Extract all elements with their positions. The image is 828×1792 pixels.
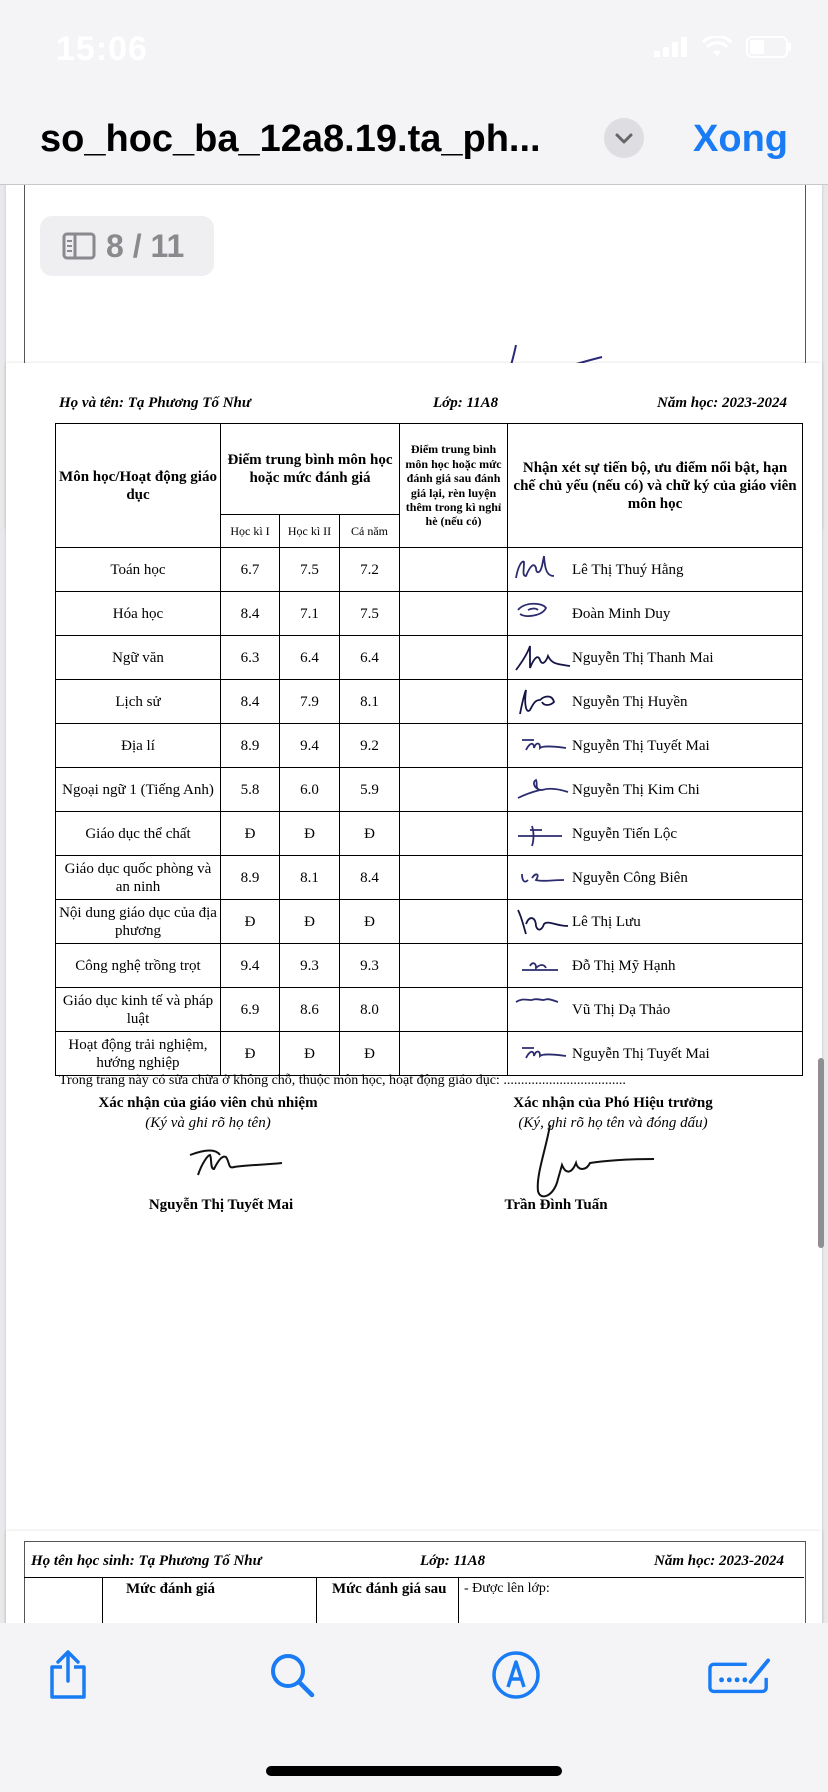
teacher-cell: [508, 548, 803, 592]
col-comment-header: Nhận xét sự tiến bộ, ưu điểm nổi bật, hạn chế chủ yếu (nếu có) và chữ ký của giáo viên môn học: [508, 424, 803, 548]
sem1-cell: 6.3: [221, 636, 280, 680]
page-indicator-label: 8 / 11: [106, 227, 185, 264]
share-button[interactable]: [36, 1643, 100, 1707]
table-row: [56, 812, 803, 856]
next-page-class: Lớp: 11A8: [420, 1553, 486, 1569]
teacher-cell: [508, 768, 803, 812]
subject-cell: Giáo dục thể chất: [56, 812, 221, 856]
retest-cell: [400, 768, 508, 812]
retest-cell: [400, 812, 508, 856]
chevron-down-icon: [614, 131, 634, 145]
next-page-col1: Mức đánh giá: [126, 1581, 216, 1597]
retest-cell: [400, 944, 508, 988]
year-cell: 8.4: [340, 856, 400, 900]
teacher-name: Nguyễn Thị Thanh Mai: [572, 649, 714, 666]
teacher-signature-image: [512, 728, 572, 764]
next-page-col-line: [458, 1577, 459, 1623]
next-page-col-line: [102, 1577, 103, 1623]
next-page-col-line: [316, 1577, 317, 1623]
class-label: Lớp: 11A8: [433, 395, 499, 411]
teacher-signature-image: [512, 1036, 572, 1072]
teacher-name: Đỗ Thị Mỹ Hạnh: [572, 957, 676, 974]
sem2-cell: 8.1: [280, 856, 340, 900]
sem1-cell: Đ: [221, 900, 280, 944]
document-title: so_hoc_ba_12a8.19.ta_ph...: [40, 118, 541, 160]
sem2-cell: 6.4: [280, 636, 340, 680]
retest-cell: [400, 724, 508, 768]
teacher-name: Lê Thị Thuý Hằng: [572, 561, 684, 578]
year-cell: Đ: [340, 900, 400, 944]
subject-cell: Giáo dục quốc phòng và an ninh: [56, 856, 221, 900]
table-row: [56, 592, 803, 636]
status-time: 15:06: [56, 30, 148, 68]
year-cell: 8.0: [340, 988, 400, 1032]
table-row: [56, 900, 803, 944]
table-row: [56, 724, 803, 768]
teacher-cell: [508, 944, 803, 988]
homeroom-confirm-sub: (Ký và ghi rõ họ tên): [145, 1115, 271, 1131]
teacher-signature-image: [512, 992, 572, 1028]
next-page-rule: [24, 1577, 804, 1578]
col-retest-header: Điểm trung bình môn học hoặc mức đánh giá sau đánh giá lại, rèn luyện thêm trong kì nghỉ hè (nếu có): [400, 424, 508, 548]
table-row: [56, 636, 803, 680]
subject-cell: Công nghệ trồng trọt: [56, 944, 221, 988]
battery-icon: [746, 36, 792, 58]
year-cell: 5.9: [340, 768, 400, 812]
retest-cell: [400, 680, 508, 724]
teacher-name: Đoàn Minh Duy: [572, 605, 671, 622]
home-indicator: [266, 1766, 562, 1776]
teacher-cell: [508, 636, 803, 680]
grades-table: [55, 423, 803, 1076]
subject-cell: Nội dung giáo dục của địa phương: [56, 900, 221, 944]
next-page-col2: Mức đánh giá sau: [332, 1581, 447, 1597]
signature-icon: [708, 1654, 772, 1696]
col-sem1-header: Học kì I: [221, 515, 280, 548]
teacher-cell: [508, 900, 803, 944]
sem1-cell: 6.7: [221, 548, 280, 592]
markup-button[interactable]: [484, 1643, 548, 1707]
teacher-cell: [508, 724, 803, 768]
teacher-name: Nguyễn Công Biên: [572, 869, 688, 886]
teacher-name: Vũ Thị Dạ Thảo: [572, 1001, 671, 1018]
scrollbar[interactable]: [818, 1058, 824, 1248]
subject-cell: Giáo dục kinh tế và pháp luật: [56, 988, 221, 1032]
subject-cell: Ngữ văn: [56, 636, 221, 680]
subject-cell: Địa lí: [56, 724, 221, 768]
teacher-cell: [508, 988, 803, 1032]
subject-cell: Hoạt động trải nghiệm, hướng nghiệp: [56, 1032, 221, 1076]
homeroom-teacher-name: Nguyễn Thị Tuyết Mai: [148, 1197, 294, 1213]
retest-cell: [400, 548, 508, 592]
subject-cell: Hóa học: [56, 592, 221, 636]
retest-cell: [400, 988, 508, 1032]
sem1-cell: 8.4: [221, 592, 280, 636]
sem2-cell: 8.6: [280, 988, 340, 1032]
teacher-signature-image: [512, 552, 572, 588]
sem2-cell: 7.5: [280, 548, 340, 592]
teacher-signature-image: [512, 684, 572, 720]
teacher-cell: [508, 592, 803, 636]
teacher-name: Nguyễn Tiến Lộc: [572, 825, 678, 842]
sem2-cell: 7.1: [280, 592, 340, 636]
status-bar: [0, 0, 828, 100]
year-cell: 7.5: [340, 592, 400, 636]
col-average-header: Điểm trung bình môn học hoặc mức đánh giá: [221, 424, 400, 515]
teacher-name: Lê Thị Lưu: [572, 913, 641, 930]
title-menu-button[interactable]: [604, 118, 644, 158]
table-row: [56, 856, 803, 900]
sem1-cell: 6.9: [221, 988, 280, 1032]
year-cell: 6.4: [340, 636, 400, 680]
retest-cell: [400, 636, 508, 680]
search-button[interactable]: [260, 1643, 324, 1707]
sem2-cell: 6.0: [280, 768, 340, 812]
sem1-cell: 8.9: [221, 724, 280, 768]
sem1-cell: 8.4: [221, 680, 280, 724]
next-page: [6, 1531, 822, 1623]
sem1-cell: 5.8: [221, 768, 280, 812]
sidebar-icon: [62, 232, 96, 260]
teacher-cell: [508, 1032, 803, 1076]
col-sem2-header: Học kì II: [280, 515, 340, 548]
teacher-signature-image: [512, 904, 572, 940]
wifi-icon: [702, 36, 732, 58]
retest-cell: [400, 592, 508, 636]
teacher-cell: [508, 680, 803, 724]
student-name: Họ và tên: Tạ Phương Tố Như: [59, 395, 251, 411]
teacher-signature-image: [512, 772, 572, 808]
retest-cell: [400, 1032, 508, 1076]
status-icons: [654, 36, 792, 58]
table-row: [56, 768, 803, 812]
vice-principal-confirm-title: Xác nhận của Phó Hiệu trưởng: [513, 1095, 713, 1111]
sem2-cell: Đ: [280, 1032, 340, 1076]
share-icon: [46, 1649, 90, 1701]
sem1-cell: Đ: [221, 1032, 280, 1076]
search-icon: [268, 1651, 316, 1699]
table-row: [56, 988, 803, 1032]
sem2-cell: 9.4: [280, 724, 340, 768]
signature-button[interactable]: [708, 1643, 772, 1707]
next-page-student: Họ tên học sinh: Tạ Phương Tố Như: [31, 1553, 262, 1569]
teacher-signature-image: [512, 596, 572, 632]
year-cell: 8.1: [340, 680, 400, 724]
next-page-col3: - Được lên lớp:: [464, 1581, 550, 1596]
markup-icon: [491, 1650, 541, 1700]
sem1-cell: Đ: [221, 812, 280, 856]
subject-cell: Lịch sử: [56, 680, 221, 724]
teacher-cell: [508, 856, 803, 900]
subject-cell: Ngoại ngữ 1 (Tiếng Anh): [56, 768, 221, 812]
vice-principal-name: Trần Đình Tuấn: [504, 1197, 608, 1213]
signal-icon: [654, 37, 688, 57]
teacher-signature-image: [512, 640, 572, 676]
year-cell: Đ: [340, 1032, 400, 1076]
teacher-signature-image: [512, 816, 572, 852]
document-page-main: [6, 363, 822, 1623]
vice-principal-signature-image: [526, 1125, 656, 1205]
school-year: Năm học: 2023-2024: [657, 395, 787, 411]
year-cell: 9.3: [340, 944, 400, 988]
document-viewer[interactable]: [0, 185, 828, 1623]
col-year-header: Cả năm: [340, 515, 400, 548]
table-row: [56, 548, 803, 592]
col-subject-header: Môn học/Hoạt động giáo dục: [56, 424, 221, 548]
teacher-signature-image: [512, 948, 572, 984]
table-row: [56, 944, 803, 988]
table-row: [56, 1032, 803, 1076]
year-cell: Đ: [340, 812, 400, 856]
correction-note: Trong trang này có sửa chữa ở không chỗ, thuộc môn học, hoạt động giáo dục: ...................................: [59, 1073, 626, 1088]
table-row: [56, 680, 803, 724]
teacher-name: Nguyễn Thị Tuyết Mai: [572, 737, 710, 754]
next-page-year: Năm học: 2023-2024: [654, 1553, 784, 1569]
sem2-cell: Đ: [280, 812, 340, 856]
sem2-cell: Đ: [280, 900, 340, 944]
subject-cell: Toán học: [56, 548, 221, 592]
teacher-name: Nguyễn Thị Tuyết Mai: [572, 1045, 710, 1062]
title-bar: [0, 100, 828, 185]
sem2-cell: 7.9: [280, 680, 340, 724]
done-button[interactable]: Xong: [693, 118, 788, 160]
homeroom-confirm-title: Xác nhận của giáo viên chủ nhiệm: [98, 1095, 318, 1111]
year-cell: 7.2: [340, 548, 400, 592]
vice-principal-confirm-sub: (Ký, ghi rõ họ tên và đóng dấu): [518, 1115, 708, 1131]
retest-cell: [400, 900, 508, 944]
teacher-signature-image: [512, 860, 572, 896]
homeroom-signature-image: [186, 1141, 286, 1181]
year-cell: 9.2: [340, 724, 400, 768]
sem1-cell: 9.4: [221, 944, 280, 988]
retest-cell: [400, 856, 508, 900]
sem2-cell: 9.3: [280, 944, 340, 988]
sem1-cell: 8.9: [221, 856, 280, 900]
page-indicator: [40, 216, 214, 276]
teacher-name: Nguyễn Thị Kim Chi: [572, 781, 700, 798]
teacher-cell: [508, 812, 803, 856]
teacher-name: Nguyễn Thị Huyền: [572, 693, 688, 710]
